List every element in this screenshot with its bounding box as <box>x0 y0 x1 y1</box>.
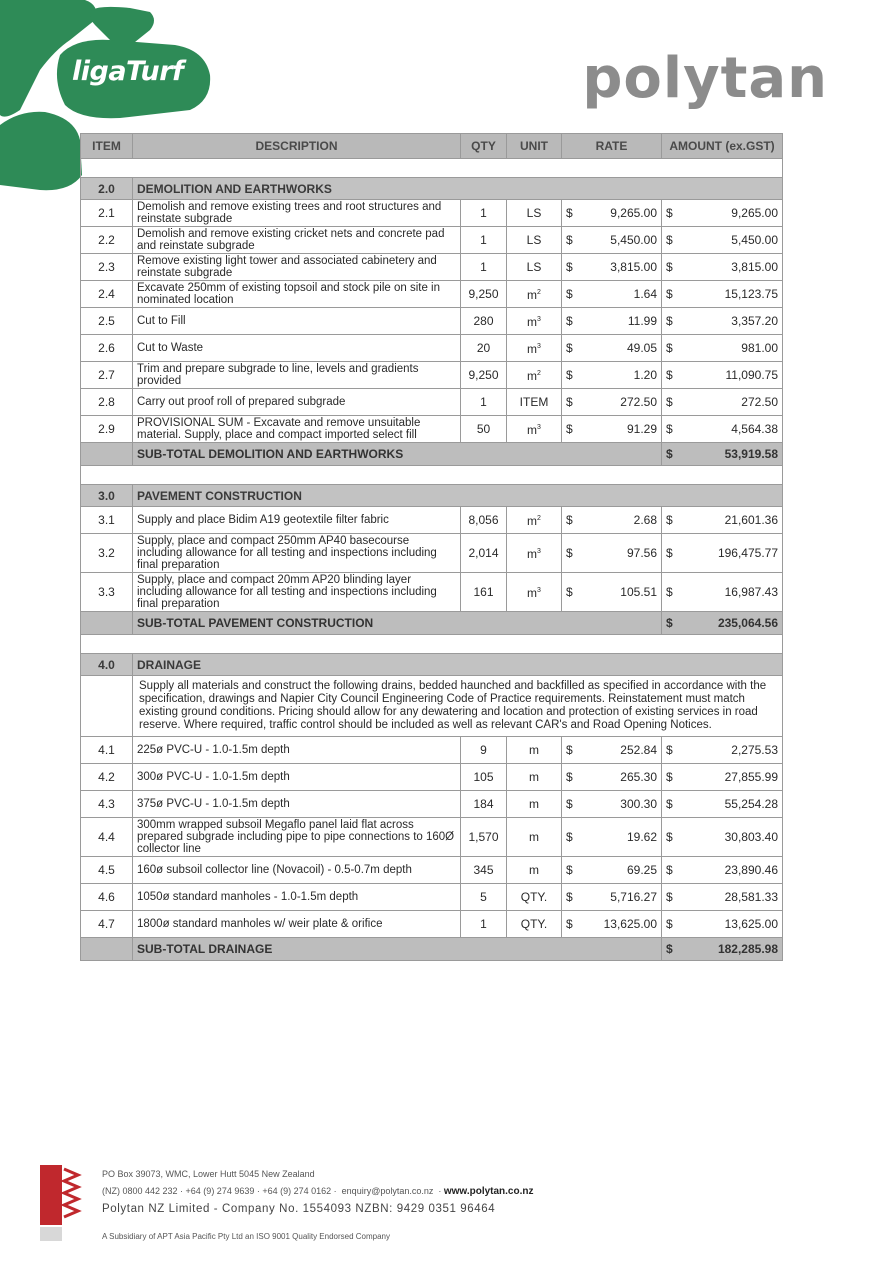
rate-currency: $ <box>562 534 580 573</box>
spacer-row <box>81 466 783 485</box>
spacer-cell <box>81 635 783 654</box>
table-row <box>81 507 783 534</box>
unit-text: LS <box>526 233 542 247</box>
item-amount: 23,890.46 <box>680 857 783 884</box>
item-qty: 184 <box>461 791 507 818</box>
section-title: DEMOLITION AND EARTHWORKS <box>133 178 783 200</box>
unit-text: m <box>527 288 538 302</box>
unit-text: QTY. <box>520 917 548 931</box>
item-rate: 105.51 <box>580 573 662 612</box>
item-description: Cut to Waste <box>133 335 461 362</box>
unit-text: m <box>529 797 539 811</box>
item-number: 2.1 <box>81 200 133 227</box>
section-header-row <box>81 485 783 507</box>
amount-currency: $ <box>662 911 680 938</box>
amount-currency: $ <box>662 818 680 857</box>
unit-text: LS <box>526 260 542 274</box>
item-rate: 13,625.00 <box>580 911 662 938</box>
spacer-row <box>81 159 783 178</box>
rate-currency: $ <box>562 335 580 362</box>
table-row <box>81 308 783 335</box>
item-description: Remove existing light tower and associated cabinetery and reinstate subgrade <box>133 254 461 281</box>
item-rate: 5,716.27 <box>580 884 662 911</box>
item-unit <box>507 507 562 534</box>
amount-currency: $ <box>662 227 680 254</box>
rate-currency: $ <box>562 416 580 443</box>
item-unit <box>507 911 562 938</box>
item-amount: 3,357.20 <box>680 308 783 335</box>
subtotal-blank <box>81 443 133 466</box>
amount-currency: $ <box>662 534 680 573</box>
amount-currency: $ <box>662 507 680 534</box>
subtotal-label: SUB-TOTAL DRAINAGE <box>133 938 662 961</box>
item-rate: 9,265.00 <box>580 200 662 227</box>
item-amount: 28,581.33 <box>680 884 783 911</box>
table-row <box>81 389 783 416</box>
item-amount: 16,987.43 <box>680 573 783 612</box>
table-row <box>81 818 783 857</box>
item-qty: 8,056 <box>461 507 507 534</box>
unit-exponent: 3 <box>537 424 541 431</box>
item-amount: 55,254.28 <box>680 791 783 818</box>
section-title: DRAINAGE <box>133 654 783 676</box>
footer-contact-line: (NZ) 0800 442 232 · +64 (9) 274 9639 · +64 (9) 274 0162 · enquiry@polytan.co.nz · www.polytan.co.nz <box>102 1186 534 1197</box>
item-qty: 345 <box>461 857 507 884</box>
table-row <box>81 884 783 911</box>
item-amount: 272.50 <box>680 389 783 416</box>
section-title: PAVEMENT CONSTRUCTION <box>133 485 783 507</box>
amount-currency: $ <box>662 281 680 308</box>
item-unit <box>507 791 562 818</box>
amount-currency: $ <box>662 308 680 335</box>
item-qty: 9,250 <box>461 281 507 308</box>
subtotal-row <box>81 612 783 635</box>
item-unit <box>507 308 562 335</box>
item-qty: 1,570 <box>461 818 507 857</box>
rate-currency: $ <box>562 573 580 612</box>
unit-text: QTY. <box>520 890 548 904</box>
item-rate: 11.99 <box>580 308 662 335</box>
item-description: 1050ø standard manholes - 1.0-1.5m depth <box>133 884 461 911</box>
subtotal-amount: 53,919.58 <box>680 443 783 466</box>
unit-exponent: 3 <box>537 587 541 594</box>
rate-currency: $ <box>562 818 580 857</box>
unit-text: m <box>529 863 539 877</box>
item-amount: 13,625.00 <box>680 911 783 938</box>
unit-text: LS <box>526 206 542 220</box>
item-description: 225ø PVC-U - 1.0-1.5m depth <box>133 737 461 764</box>
item-rate: 3,815.00 <box>580 254 662 281</box>
amount-currency: $ <box>662 857 680 884</box>
item-rate: 252.84 <box>580 737 662 764</box>
item-unit <box>507 200 562 227</box>
unit-text: m <box>529 743 539 757</box>
item-qty: 1 <box>461 200 507 227</box>
item-unit <box>507 737 562 764</box>
item-qty: 1 <box>461 227 507 254</box>
item-amount: 30,803.40 <box>680 818 783 857</box>
table-row <box>81 227 783 254</box>
item-unit <box>507 254 562 281</box>
unit-text: m <box>527 547 538 561</box>
item-number: 4.3 <box>81 791 133 818</box>
item-amount: 9,265.00 <box>680 200 783 227</box>
rate-currency: $ <box>562 227 580 254</box>
col-rate-header: RATE <box>562 134 662 159</box>
subtotal-currency: $ <box>662 938 680 961</box>
item-rate: 97.56 <box>580 534 662 573</box>
unit-exponent: 2 <box>537 370 541 377</box>
unit-text: m <box>527 342 538 356</box>
amount-currency: $ <box>662 389 680 416</box>
item-number: 4.1 <box>81 737 133 764</box>
unit-text: m <box>529 830 539 844</box>
item-unit <box>507 362 562 389</box>
section-code: 2.0 <box>81 178 133 200</box>
rate-currency: $ <box>562 884 580 911</box>
subtotal-amount: 182,285.98 <box>680 938 783 961</box>
amount-currency: $ <box>662 254 680 281</box>
item-amount: 196,475.77 <box>680 534 783 573</box>
table-row <box>81 362 783 389</box>
item-description: Demolish and remove existing cricket nets and concrete pad and reinstate subgrade <box>133 227 461 254</box>
item-rate: 5,450.00 <box>580 227 662 254</box>
rate-currency: $ <box>562 200 580 227</box>
item-number: 3.3 <box>81 573 133 612</box>
section-intro-text: Supply all materials and construct the following drains, bedded haunched and backfilled as specified in accordance with the specification, drawings and Napier City Council Engineering Code of Practice requirements. Reinstatement must match existing ground conditions. Pricing should allow for any dewatering and location and protection of existing services in road reserve. Where required, traffic control should be included as well as relevant CAR's and Road Opening Notices. <box>133 676 783 737</box>
ligaturf-logo-text: ligaTurf <box>72 56 184 87</box>
col-amount-header: AMOUNT (ex.GST) <box>662 134 783 159</box>
table-row <box>81 791 783 818</box>
subtotal-blank <box>81 938 133 961</box>
item-description: Excavate 250mm of existing topsoil and stock pile on site in nominated location <box>133 281 461 308</box>
item-number: 2.8 <box>81 389 133 416</box>
item-rate: 2.68 <box>580 507 662 534</box>
unit-exponent: 2 <box>537 289 541 296</box>
item-qty: 50 <box>461 416 507 443</box>
rate-currency: $ <box>562 308 580 335</box>
certified-quality-badge-icon <box>40 1165 82 1245</box>
footer-company: Polytan NZ Limited - Company No. 1554093 NZBN: 9429 0351 96464 <box>102 1203 496 1215</box>
item-unit <box>507 818 562 857</box>
item-description: Demolish and remove existing trees and root structures and reinstate subgrade <box>133 200 461 227</box>
subtotal-label: SUB-TOTAL PAVEMENT CONSTRUCTION <box>133 612 662 635</box>
col-description-header: DESCRIPTION <box>133 134 461 159</box>
item-number: 4.6 <box>81 884 133 911</box>
table-row <box>81 911 783 938</box>
section-code: 4.0 <box>81 654 133 676</box>
item-number: 2.6 <box>81 335 133 362</box>
rate-currency: $ <box>562 764 580 791</box>
item-number: 3.1 <box>81 507 133 534</box>
item-qty: 1 <box>461 254 507 281</box>
item-description: PROVISIONAL SUM - Excavate and remove unsuitable material. Supply, place and compact imported select fill <box>133 416 461 443</box>
item-unit <box>507 573 562 612</box>
subtotal-amount: 235,064.56 <box>680 612 783 635</box>
item-amount: 981.00 <box>680 335 783 362</box>
unit-exponent: 3 <box>537 343 541 350</box>
item-amount: 15,123.75 <box>680 281 783 308</box>
footer-email[interactable]: enquiry@polytan.co.nz <box>341 1186 434 1196</box>
item-description: Trim and prepare subgrade to line, levels and gradients provided <box>133 362 461 389</box>
item-unit <box>507 281 562 308</box>
amount-currency: $ <box>662 362 680 389</box>
footer-subsidiary: A Subsidiary of APT Asia Pacific Pty Ltd an ISO 9001 Quality Endorsed Company <box>102 1232 391 1241</box>
item-rate: 49.05 <box>580 335 662 362</box>
item-description: 300mm wrapped subsoil Megaflo panel laid flat across prepared subgrade including pipe to pipe connections to 160Ø collector line <box>133 818 461 857</box>
item-qty: 9 <box>461 737 507 764</box>
item-number: 2.3 <box>81 254 133 281</box>
item-description: 375ø PVC-U - 1.0-1.5m depth <box>133 791 461 818</box>
item-number: 3.2 <box>81 534 133 573</box>
rate-currency: $ <box>562 389 580 416</box>
item-qty: 105 <box>461 764 507 791</box>
item-number: 4.5 <box>81 857 133 884</box>
intro-item-cell <box>81 676 133 737</box>
amount-currency: $ <box>662 737 680 764</box>
item-unit <box>507 335 562 362</box>
unit-text: m <box>527 369 538 383</box>
subtotal-label: SUB-TOTAL DEMOLITION AND EARTHWORKS <box>133 443 662 466</box>
rate-currency: $ <box>562 857 580 884</box>
item-qty: 2,014 <box>461 534 507 573</box>
section-header-row <box>81 178 783 200</box>
rate-currency: $ <box>562 254 580 281</box>
unit-text: m <box>527 586 538 600</box>
item-rate: 1.64 <box>580 281 662 308</box>
item-rate: 19.62 <box>580 818 662 857</box>
item-number: 2.7 <box>81 362 133 389</box>
amount-currency: $ <box>662 335 680 362</box>
rate-currency: $ <box>562 791 580 818</box>
footer-phones: (NZ) 0800 442 232 · +64 (9) 274 9639 · +64 (9) 274 0162 · <box>102 1186 337 1196</box>
table-row <box>81 416 783 443</box>
item-description: 1800ø standard manholes w/ weir plate & orifice <box>133 911 461 938</box>
rate-currency: $ <box>562 362 580 389</box>
item-description: Carry out proof roll of prepared subgrade <box>133 389 461 416</box>
item-number: 4.7 <box>81 911 133 938</box>
section-code: 3.0 <box>81 485 133 507</box>
rate-currency: $ <box>562 507 580 534</box>
unit-text: ITEM <box>519 395 549 409</box>
item-description: 300ø PVC-U - 1.0-1.5m depth <box>133 764 461 791</box>
unit-exponent: 3 <box>537 548 541 555</box>
rate-currency: $ <box>562 281 580 308</box>
item-qty: 20 <box>461 335 507 362</box>
item-amount: 27,855.99 <box>680 764 783 791</box>
footer-address: PO Box 39073, WMC, Lower Hutt 5045 New Zealand <box>102 1169 315 1179</box>
rate-currency: $ <box>562 911 580 938</box>
spacer-cell <box>81 466 783 485</box>
item-unit <box>507 389 562 416</box>
footer-website[interactable]: www.polytan.co.nz <box>443 1186 534 1197</box>
item-qty: 5 <box>461 884 507 911</box>
spacer-row <box>81 635 783 654</box>
table-row <box>81 573 783 612</box>
unit-text: m <box>527 315 538 329</box>
item-unit <box>507 227 562 254</box>
item-qty: 1 <box>461 389 507 416</box>
unit-text: m <box>527 514 538 528</box>
table-row <box>81 534 783 573</box>
item-number: 2.4 <box>81 281 133 308</box>
section-header-row <box>81 654 783 676</box>
spacer-cell <box>81 159 783 178</box>
table-row <box>81 857 783 884</box>
item-unit <box>507 884 562 911</box>
bill-of-quantities-table <box>80 133 783 961</box>
item-rate: 272.50 <box>580 389 662 416</box>
subtotal-row <box>81 443 783 466</box>
amount-currency: $ <box>662 200 680 227</box>
amount-currency: $ <box>662 764 680 791</box>
item-rate: 265.30 <box>580 764 662 791</box>
item-number: 2.2 <box>81 227 133 254</box>
subtotal-currency: $ <box>662 443 680 466</box>
col-unit-header: UNIT <box>507 134 562 159</box>
item-amount: 3,815.00 <box>680 254 783 281</box>
item-description: 160ø subsoil collector line (Novacoil) - 0.5-0.7m depth <box>133 857 461 884</box>
item-amount: 21,601.36 <box>680 507 783 534</box>
amount-currency: $ <box>662 884 680 911</box>
table-row <box>81 254 783 281</box>
col-qty-header: QTY <box>461 134 507 159</box>
amount-currency: $ <box>662 791 680 818</box>
item-unit <box>507 764 562 791</box>
item-qty: 280 <box>461 308 507 335</box>
item-qty: 161 <box>461 573 507 612</box>
table-row <box>81 281 783 308</box>
item-rate: 69.25 <box>580 857 662 884</box>
item-number: 4.2 <box>81 764 133 791</box>
item-unit <box>507 857 562 884</box>
item-description: Supply, place and compact 250mm AP40 basecourse including allowance for all testing and inspections including final preparation <box>133 534 461 573</box>
item-description: Supply and place Bidim A19 geotextile filter fabric <box>133 507 461 534</box>
item-unit <box>507 416 562 443</box>
item-number: 4.4 <box>81 818 133 857</box>
table-row <box>81 200 783 227</box>
item-number: 2.9 <box>81 416 133 443</box>
item-number: 2.5 <box>81 308 133 335</box>
item-qty: 9,250 <box>461 362 507 389</box>
table-row <box>81 737 783 764</box>
unit-exponent: 2 <box>537 515 541 522</box>
table-row <box>81 335 783 362</box>
item-amount: 5,450.00 <box>680 227 783 254</box>
item-rate: 300.30 <box>580 791 662 818</box>
rate-currency: $ <box>562 737 580 764</box>
section-intro-row <box>81 676 783 737</box>
table-header-row <box>81 134 783 159</box>
item-rate: 91.29 <box>580 416 662 443</box>
item-description: Cut to Fill <box>133 308 461 335</box>
table-row <box>81 764 783 791</box>
item-unit <box>507 534 562 573</box>
subtotal-currency: $ <box>662 612 680 635</box>
subtotal-row <box>81 938 783 961</box>
unit-text: m <box>529 770 539 784</box>
item-amount: 4,564.38 <box>680 416 783 443</box>
item-amount: 2,275.53 <box>680 737 783 764</box>
polytan-logo: polytan <box>582 46 828 111</box>
col-item-header: ITEM <box>81 134 133 159</box>
item-rate: 1.20 <box>580 362 662 389</box>
unit-exponent: 3 <box>537 316 541 323</box>
item-qty: 1 <box>461 911 507 938</box>
table-body <box>81 159 783 961</box>
item-description: Supply, place and compact 20mm AP20 blinding layer including allowance for all testing and inspections including final preparation <box>133 573 461 612</box>
unit-text: m <box>527 423 538 437</box>
subtotal-blank <box>81 612 133 635</box>
amount-currency: $ <box>662 573 680 612</box>
amount-currency: $ <box>662 416 680 443</box>
item-amount: 11,090.75 <box>680 362 783 389</box>
